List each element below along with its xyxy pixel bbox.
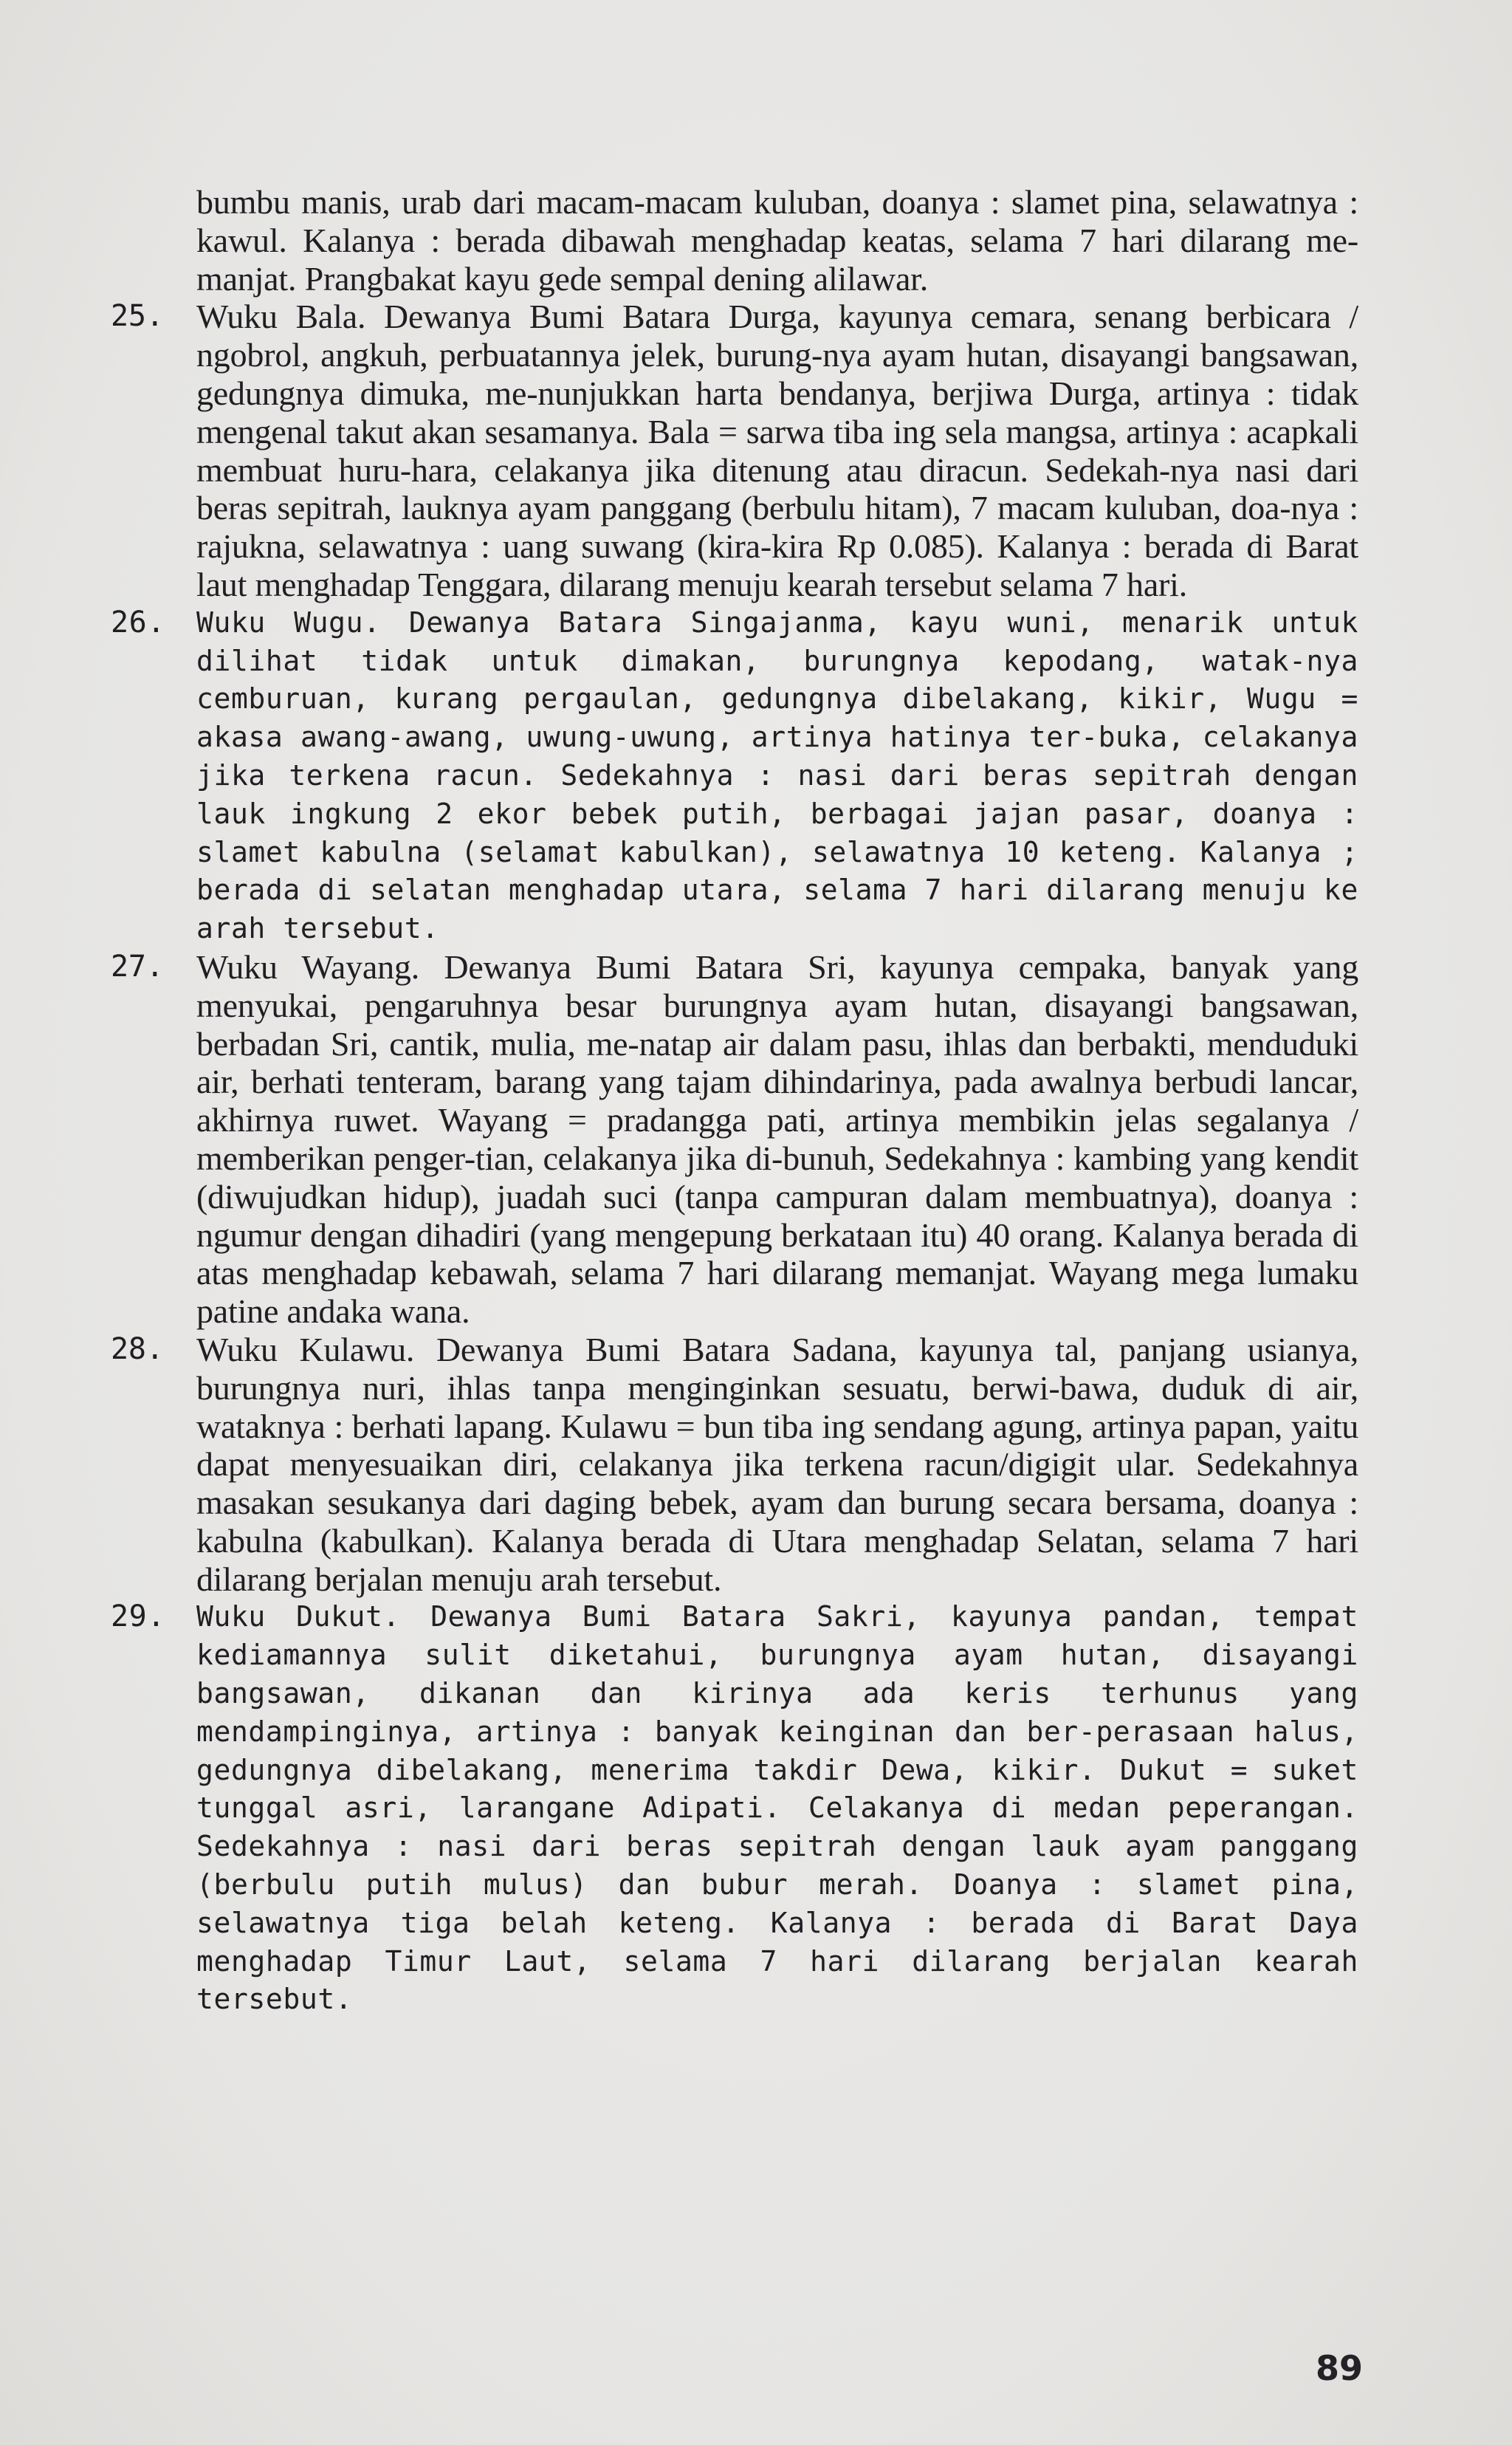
entry-text: Wuku Wugu. Dewanya Batara Singajanma, kayu wuni, menarik untuk dilihat tidak untuk dimakan, burungnya kepodang, watak-nya cemburuan, kurang pergaulan, gedungnya dibelakang, kikir, Wugu = akasa awang-awang, uwung-uwung, artinya hatinya ter-buka, celakanya jika terkena racun. Sedekahnya : nasi dari beras sepitrah dengan lauk ingkung 2 ekor bebek putih, berbagai jajan pasar, doanya : slamet kabulna (selamat kabulkan), selawatnya 10 keteng. Kalanya ; berada di selatan menghadap utara, selama 7 hari dilarang menuju ke arah tersebut.	[196, 606, 1358, 945]
entry-text: Wuku Wayang. Dewanya Bumi Batara Sri, kayunya cempaka, banyak yang menyukai, pengaruhnya besar burungnya ayam hutan, disayangi bangsawan, berbadan Sri, cantik, mulia, me-natap air dalam pasu, ihlas dan berbakti, menduduki air, berhati tenteram, barang yang tajam dihindarinya, pada awalnya berbudi lancar, akhirnya ruwet. Wayang = pradangga pati, artinya membikin jelas segalanya / memberikan penger-tian, celakanya jika di-bunuh, Sedekahnya : kambing yang kendit (diwujudkan hidup), juadah suci (tanpa campuran dalam membuatnya), doanya : ngumur dengan dihadiri (yang mengepung berkataan itu) 40 orang. Kalanya berada di atas menghadap kebawah, selama 7 hari dilarang memanjat. Wayang mega lumaku patine andaka wana.	[196, 947, 1358, 1331]
entry-text: Wuku Bala. Dewanya Bumi Batara Durga, kayunya cemara, senang berbicara / ngobrol, angkuh, perbuatannya jelek, burung-nya ayam hutan, disayangi bangsawan, gedungnya dimuka, me-nunjukkan harta bendanya, berjiwa Durga, artinya : tidak mengenal takut akan sesamanya. Bala = sarwa tiba ing sela mangsa, artinya : acapkali membuat huru-hara, celakanya jika ditenung atau diracun. Sedekah-nya nasi dari beras sepitrah, lauknya ayam panggang (berbulu hitam), 7 macam kuluban, doa-nya : rajukna, selawatnya : uang suwang (kira-kira Rp 0.085). Kalanya : berada di Barat laut menghadap Tenggara, dilarang menuju kearah tersebut selama 7 hari.	[196, 298, 1358, 603]
entry-27	[111, 948, 1358, 1331]
entry-number: 25.	[111, 299, 164, 334]
entry-number: 26.	[111, 605, 166, 639]
entry-text: Wuku Kulawu. Dewanya Bumi Batara Sadana, kayunya tal, panjang usianya, burungnya nuri, ihlas tanpa menginginkan sesuatu, berwi-bawa, duduk di air, wataknya : berhati lapang. Kulawu = bun tiba ing sendang agung, artinya papan, yaitu dapat menyesuaikan diri, celakanya jika terkena racun/digigit ular. Sedekahnya masakan sesukanya dari daging bebek, ayam dan burung secara bersama, doanya : kabulna (kabulkan). Kalanya berada di Utara menghadap Selatan, selama 7 hari dilarang berjalan menuju arah tersebut.	[196, 1330, 1358, 1598]
entry-text: Wuku Dukut. Dewanya Bumi Batara Sakri, kayunya pandan, tempat kediamannya sulit diketahui, burungnya ayam hutan, disayangi bangsawan, dikanan dan kirinya ada keris terhunus yang mendampinginya, artinya : banyak keinginan dan ber-perasaan halus, gedungnya dibelakang, menerima takdir Dewa, kikir. Dukut = suket tunggal asri, larangane Adipati. Celakanya di medan peperangan. Sedekahnya : nasi dari beras sepitrah dengan lauk ayam panggang (berbulu putih mulus) dan bubur merah. Doanya : slamet pina, selawatnya tiga belah keteng. Kalanya : berada di Barat Daya menghadap Timur Laut, selama 7 hari dilarang berjalan kearah tersebut.	[196, 1600, 1358, 2016]
entry-28	[111, 1331, 1358, 1599]
entry-26	[111, 604, 1358, 948]
entry-number: 29.	[111, 1599, 166, 1634]
entry-29	[111, 1598, 1358, 2019]
entry-number: 28.	[111, 1331, 164, 1366]
entry-25	[111, 298, 1358, 603]
page-content	[111, 183, 1358, 2019]
intro-paragraph: bumbu manis, urab dari macam-macam kuluban, doanya : slamet pina, selawatnya : kawul. Kalanya : berada dibawah menghadap keatas, selama 7 hari dilarang me-manjat. Prangbakat kayu gede sempal dening alilawar.	[196, 183, 1358, 298]
entry-number: 27.	[111, 949, 164, 984]
page-number: 89	[1315, 2348, 1363, 2388]
